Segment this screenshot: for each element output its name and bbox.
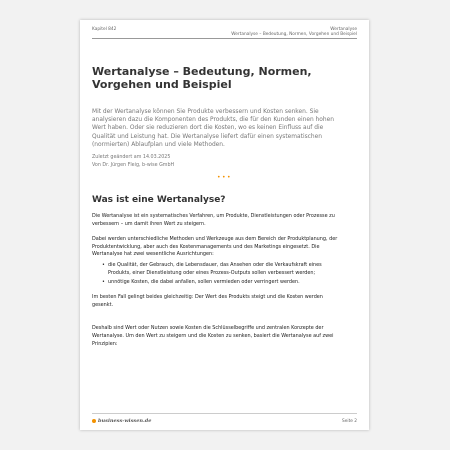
brand-logo[interactable] xyxy=(92,418,151,424)
chapter-label: Kapitel 842 xyxy=(92,27,117,32)
document-page xyxy=(80,20,369,430)
brand-name: business-wissen.de xyxy=(98,418,152,424)
page-footer xyxy=(92,413,357,424)
lead-paragraph: Mit der Wertanalyse können Sie Produkte verbessern und Kosten senken. Sie analysieren dazu die Komponenten des Produkts, die für den Kunden einen hohen Wert haben. Oder sie reduzieren dort die Kosten, wo es keinen Einfluss auf die Qualität und Leistung hat. Die Wertanalyse liefert dafür einen systematischen (normierten) Ablaufplan und viele Methoden. xyxy=(92,109,334,148)
bullet-list xyxy=(92,262,345,286)
section-heading: Was ist eine Wertanalyse? xyxy=(92,195,226,206)
body-paragraph-2: Dabei werden unterschiedliche Methoden und Werkzeuge aus dem Bereich der Produktplanung, der Produktentwicklung, aber auch des Kostenmanagements und des Marketings eingesetzt. Die Wertanalyse hat zwei wesentliche Ausrichtungen: xyxy=(92,236,338,258)
page-title: Wertanalyse – Bedeutung, Normen, Vorgehen und Beispiel xyxy=(92,65,312,91)
body-paragraph-4: Deshalb sind Wert oder Nutzen sowie Kosten die Schlüsselbegriffe und zentralen Konzepte der Wertanalyse. Um den Wert zu steigern und die Kosten zu senken, basiert die Wertanalyse auf zwei Prinzipien: xyxy=(92,325,334,347)
header-subtitle: Wertanalyse – Bedeutung, Normen, Vorgehen und Beispiel xyxy=(231,32,357,37)
article-meta xyxy=(92,154,357,170)
bullet-item-quality: • die Qualität, der Gebrauch, die Lebensdauer, das Ansehen oder die Verkaufskraft eines Produkts, einer Dienstleistung oder eines Prozess-Outputs sollen verbessert werden; xyxy=(102,262,345,277)
body-paragraph-1: Die Wertanalyse ist ein systematisches Verfahren, um Produkte, Dienstleistungen oder Prozesse zu verbessern – um damit ihren Wert zu steigern. xyxy=(92,213,335,227)
body-paragraph-3: Im besten Fall gelingt beides gleichzeitig: Der Wert des Produkts steigt und die Kosten werden gesenkt. xyxy=(92,294,323,308)
header-divider xyxy=(92,38,357,39)
brand-dot-icon xyxy=(92,419,96,423)
updated-date: Zuletzt geändert am 14.03.2025 xyxy=(92,155,171,161)
separator-dots: ••• xyxy=(216,174,233,182)
bullet-item-costs: • unnötige Kosten, die dabei anfallen, sollen vermieden oder verringert werden. xyxy=(102,279,345,287)
section-label: Wertanalyse xyxy=(330,27,357,32)
page-number: Seite 2 xyxy=(342,418,357,424)
author-line: Von Dr. Jürgen Fleig, b-wise GmbH xyxy=(92,163,175,169)
